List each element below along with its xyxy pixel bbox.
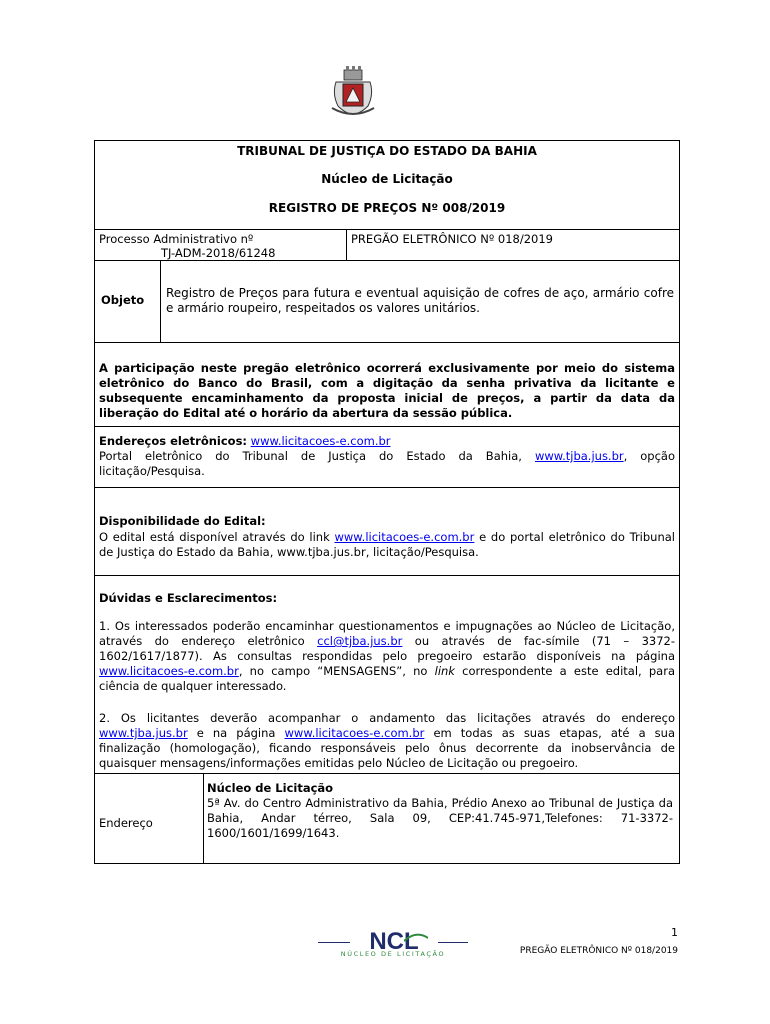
p2-text-a: 2. Os licitantes deverão acompanhar o andamento das licitações através do endereço <box>99 711 675 725</box>
p2-text-b: e na página <box>196 726 276 740</box>
process-number: TJ-ADM-2018/61248 <box>161 246 276 260</box>
p2-text-c: em todas as suas etapas, até a sua finalização (homologação), ficando responsáveis pelo ônus decorrente da inobservância de quaisquer mensagens/informações emitidas pelo Núcleo de Licitação ou pregoeiro. <box>99 726 676 770</box>
p1-italic: link <box>434 664 455 678</box>
ncl-logo <box>318 930 468 960</box>
disponibilidade-link[interactable]: www.licitacoes-e.com.br <box>334 530 475 544</box>
institution-title: TRIBUNAL DE JUSTIÇA DO ESTADO DA BAHIA <box>237 144 537 158</box>
p1-text-a: 1. Os interessados poderão encaminhar questionamentos e impugnações ao Núcleo de Licitação, através do endereço eletrônico <box>99 619 675 648</box>
tjba-link[interactable]: www.tjba.jus.br <box>534 449 624 463</box>
divider <box>95 487 679 488</box>
p1-text-b: ou através de fac-símile (71 – 3372-1602/1617/1877). As consultas respondidas pelo pregoeiro estarão disponíveis na página <box>99 634 676 663</box>
licitacoes-link[interactable]: www.licitacoes-e.com.br <box>99 664 239 678</box>
enderecos-title: Endereços eletrônicos: <box>99 434 248 448</box>
registry-title: REGISTRO DE PREÇOS Nº 008/2019 <box>268 201 506 215</box>
divider <box>203 773 204 863</box>
endereco-text: 5ª Av. do Centro Administrativo da Bahia, Prédio Anexo ao Tribunal de Justiça da Bahia, Andar térreo, Sala 09, CEP:41.745-971,Telefones: 71-3372-1600/1601/1699/1643. <box>207 796 673 840</box>
pregao-number: PREGÃO ELETRÔNICO Nº 018/2019 <box>351 232 553 246</box>
duvidas-paragraph-1 <box>99 619 675 694</box>
divider <box>95 260 679 261</box>
disponibilidade-text-b: e do portal eletrônico do Tribunal de Justiça do Estado da Bahia, www.tjba.jus.br, licitação/Pesquisa. <box>99 530 675 559</box>
footer-label: PREGÃO ELETRÔNICO Nº 018/2019 <box>519 946 678 956</box>
ncl-logo-subtext: NÚCLEO DE LICITAÇÃO <box>340 950 446 958</box>
endereco-label: Endereço <box>99 816 153 830</box>
p1-text-c: , no campo “MENSAGENS”, no <box>238 664 428 678</box>
duvidas-title: Dúvidas e Esclarecimentos: <box>99 591 278 605</box>
objeto-label: Objeto <box>101 293 145 307</box>
disponibilidade-title: Disponibilidade do Edital: <box>99 514 266 528</box>
ncl-logo-text: NCL <box>369 928 419 955</box>
endereco-title: Núcleo de Licitação <box>207 781 334 795</box>
enderecos-section <box>99 434 675 479</box>
divider <box>95 773 679 774</box>
divider <box>95 342 679 343</box>
tjba-link[interactable]: www.tjba.jus.br <box>99 726 188 740</box>
email-link[interactable]: ccl@tjba.jus.br <box>317 634 403 648</box>
notice-text: A participação neste pregão eletrônico ocorrerá exclusivamente por meio do sistema eletrônico do Banco do Brasil, com a digitação da senha privativa da licitante e subsequente encaminhamento da proposta inicial de preços, a partir da data da liberação do Edital até o horário da abertura da sessão pública. <box>99 361 675 420</box>
divider <box>346 229 347 260</box>
divider <box>95 575 679 576</box>
logo-line-left <box>318 942 350 943</box>
portal-text: Portal eletrônico do Tribunal de Justiça do Estado da Bahia, <box>99 449 522 463</box>
process-label: Processo Administrativo nº <box>99 232 254 246</box>
licitacoes-link[interactable]: www.licitacoes-e.com.br <box>250 434 391 448</box>
logo-swoosh-icon <box>404 932 428 942</box>
coat-of-arms-icon <box>330 64 376 116</box>
divider <box>95 229 679 230</box>
disponibilidade-text <box>99 530 675 560</box>
objeto-text: Registro de Preços para futura e eventual aquisição de cofres de aço, armário cofre e armário roupeiro, respeitados os valores unitários. <box>166 286 674 315</box>
document-frame <box>94 140 680 864</box>
duvidas-paragraph-2 <box>99 711 675 771</box>
divider <box>160 260 161 342</box>
page-number: 1 <box>671 926 678 939</box>
licitacoes-link[interactable]: www.licitacoes-e.com.br <box>284 726 425 740</box>
logo-line-right <box>438 942 468 943</box>
portal-tail: , opção licitação/Pesquisa. <box>99 449 676 478</box>
department-title: Núcleo de Licitação <box>321 172 453 186</box>
divider <box>95 426 679 427</box>
p1-text-d: correspondente a este edital, para ciência de qualquer interessado. <box>99 664 675 693</box>
disponibilidade-text-a: O edital está disponível através do link <box>99 530 330 544</box>
